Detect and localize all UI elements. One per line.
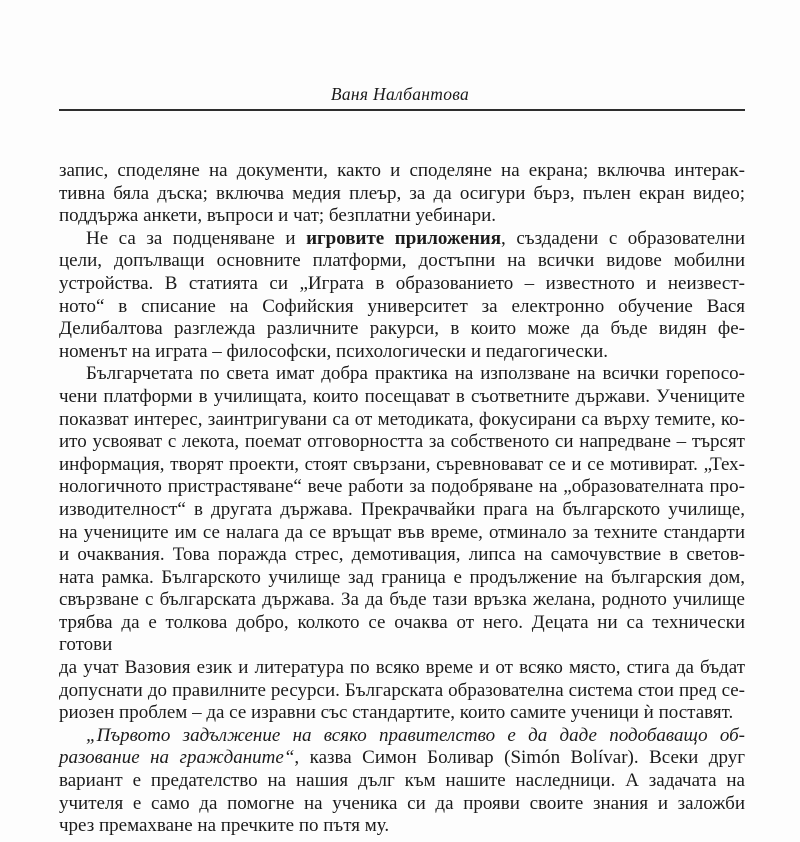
text-segment: изводителност“ в другата държава. Прекрачвайки прага на българското училище,	[59, 498, 745, 520]
text-line	[59, 522, 745, 545]
text-line	[59, 747, 745, 770]
text-line	[59, 228, 745, 251]
text-segment: номенът на играта – философски, психологически и педагогически.	[59, 340, 609, 362]
header-rule	[59, 109, 745, 111]
text-segment: и очаквания. Това поражда стрес, демотивация, липса на самочувствие в светов-	[59, 544, 745, 566]
text-line	[59, 499, 745, 522]
text-segment: разование на гражданите“	[59, 747, 295, 769]
text-line	[59, 454, 745, 477]
text-segment: „Първото задължение на всяко правителство е да даде подобаващо об-	[86, 724, 745, 746]
text-line	[59, 544, 745, 567]
text-line	[59, 589, 745, 612]
body-text	[59, 160, 745, 838]
text-segment: на учениците им се налага да се връщат във време, отминало за техните стандарти	[59, 521, 745, 543]
paragraph	[59, 363, 745, 725]
text-line	[59, 793, 745, 816]
text-line	[59, 363, 745, 386]
text-line	[59, 725, 745, 748]
text-line	[59, 318, 745, 341]
text-line	[59, 296, 745, 319]
text-segment: Не са за подценяване и	[86, 227, 307, 249]
text-line	[59, 815, 745, 838]
text-segment: устройства. В статията си „Играта в образованието – известното и неизвест-	[59, 272, 745, 294]
paragraph	[59, 725, 745, 838]
text-segment: игровите приложения	[306, 227, 502, 249]
text-line	[59, 567, 745, 590]
text-line	[59, 250, 745, 273]
text-line	[59, 680, 745, 703]
text-line	[59, 273, 745, 296]
text-line	[59, 770, 745, 793]
text-segment: чени платформи в училищата, които посещават в съответните държави. Учениците	[59, 385, 745, 407]
text-line	[59, 160, 745, 183]
text-line	[59, 409, 745, 432]
text-line	[59, 205, 745, 228]
text-segment: , казва Симон Боливар (Simón Bolívar). Всеки друг	[294, 747, 745, 769]
text-segment: показват интерес, заинтригувани са от методиката, фокусирани са върху темите, ко-	[59, 408, 745, 430]
paragraph	[59, 228, 745, 364]
text-segment: допуснати до правилните ресурси. Българската образователна система стои пред се-	[59, 679, 745, 701]
text-segment: да учат Вазовия език и литература по всяко време и от всяко място, стига да бъдат	[59, 657, 745, 679]
text-line	[59, 476, 745, 499]
text-segment: цели, допълващи основните платформи, достъпни на всички видове мобилни	[59, 250, 745, 272]
text-line	[59, 386, 745, 409]
text-segment: трябва да е толкова добро, колкото се очаква от него. Децата ни са технически готови	[59, 611, 745, 656]
text-segment: ната рамка. Българското училище зад граница е продължение на българския дом,	[59, 566, 745, 588]
text-segment: вариант е предателство на нашия дълг към нашите наследници. А задачата на	[59, 770, 745, 792]
text-segment: риозен проблем – да се изравни със стандартите, които самите ученици ѝ поставят.	[59, 702, 734, 724]
paragraph	[59, 160, 745, 228]
text-segment: информация, творят проекти, стоят свързани, съревновават се и се мотивират. „Тех-	[59, 453, 745, 475]
text-segment: Делибалтова разглежда различните ракурси, в които може да бъде видян фе-	[59, 318, 745, 340]
text-segment: свързване с българската държава. За да бъде тази връзка желана, родното училище	[59, 589, 745, 611]
text-line	[59, 612, 745, 657]
text-line	[59, 341, 745, 364]
text-segment: запис, споделяне на документи, както и споделяне на екрана; включва интерак-	[59, 160, 745, 181]
text-line	[59, 431, 745, 454]
text-segment: чрез премахване на пречките по пътя му.	[59, 815, 390, 837]
text-segment: ното“ в списание на Софийския университет за електронно обучение Вася	[59, 295, 745, 317]
text-segment: ито усвояват с лекота, поемат отговорността за собственото си напредване – търсят	[59, 431, 745, 453]
text-line	[59, 702, 745, 725]
text-line	[59, 183, 745, 206]
running-header-author: Ваня Налбантова	[330, 84, 470, 104]
text-segment: тивна бяла дъска; включва медия плеър, за да осигури бърз, пълен екран видео;	[59, 182, 745, 204]
text-line	[59, 657, 745, 680]
text-segment: нологичното пристрастяване“ вече работи за подобряване на „образователната про-	[59, 476, 745, 498]
text-segment: , създадени с образователни	[501, 227, 745, 249]
text-segment: Българчетата по света имат добра практика на използване на всички горепосо-	[86, 363, 745, 385]
text-segment: поддържа анкети, въпроси и чат; безплатни уебинари.	[59, 205, 497, 227]
text-segment: учителя е само да помогне на ученика си да прояви своите знания и заложби	[59, 792, 745, 814]
